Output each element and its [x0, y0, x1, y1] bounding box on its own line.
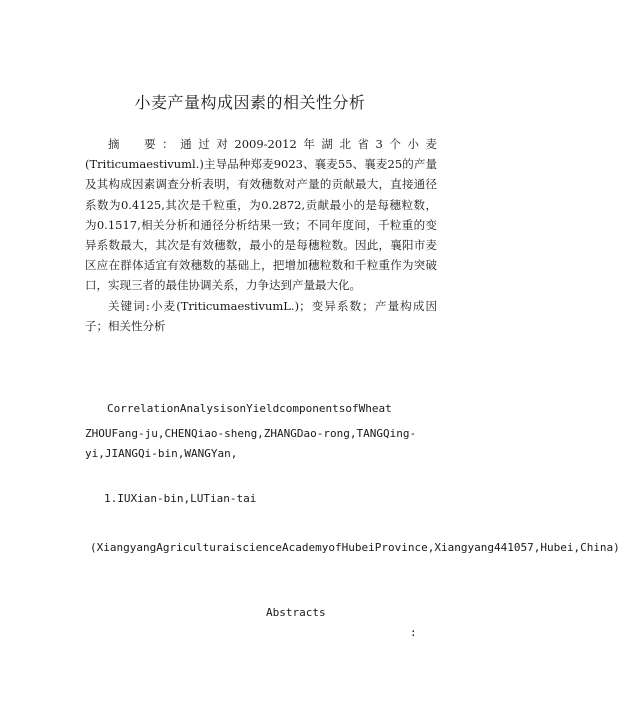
abstract-paragraph [85, 134, 437, 296]
affiliation-institution: (XiangyangAgriculturaiscienceAcademyofHubeiProvince,Xiangyang441057,Hubei,China) [90, 541, 620, 554]
abstract-label: 摘 要： [108, 137, 181, 151]
keywords-text: 小麦(TriticumaestivumL.)；变异系数；产量构成因子；相关性分析 [85, 298, 437, 333]
english-title: CorrelationAnalysisonYieldcomponentsofWheat [107, 402, 392, 415]
english-abstract-label: Abstracts [266, 606, 326, 619]
paper-title: 小麦产量构成因素的相关性分析 [134, 93, 366, 112]
english-authors: ZHOUFang-ju,CHENQiao-sheng,ZHANGDao-rong,TANGQing-yi,JIANGQi-bin,WANGYan, [85, 427, 417, 460]
abstract-text: 通过对2009-2012年湖北省3个小麦(Triticumaestivuml.)主导品种郑麦9023、襄麦55、襄麦25的产量及其构成因素调查分析表明，有效穗数对产量的贡献最大，直接通径系数为0.4125,其次是千粒重，为0.2872,贡献最小的是每穗粒数，为0.1517,相关分析和通径分析结果一致；不同年度间，千粒重的变异系数最大，其次是有效穗数，最小的是每穗粒数。因此，襄阳市麦区应在群体适宜有效穗数的基础上，把增加穗粒数和千粒重作为突破口，实现三者的最佳协调关系，力争达到产量最大化。 [85, 137, 438, 293]
english-abstract-heading [0, 583, 500, 663]
chinese-abstract [85, 134, 437, 336]
keywords-label: 关键词: [108, 298, 150, 313]
keywords-paragraph [85, 296, 437, 336]
english-abstract-colon: : [410, 626, 417, 639]
affiliation-authors: 1.IUXian-bin,LUTian-tai [104, 492, 257, 505]
